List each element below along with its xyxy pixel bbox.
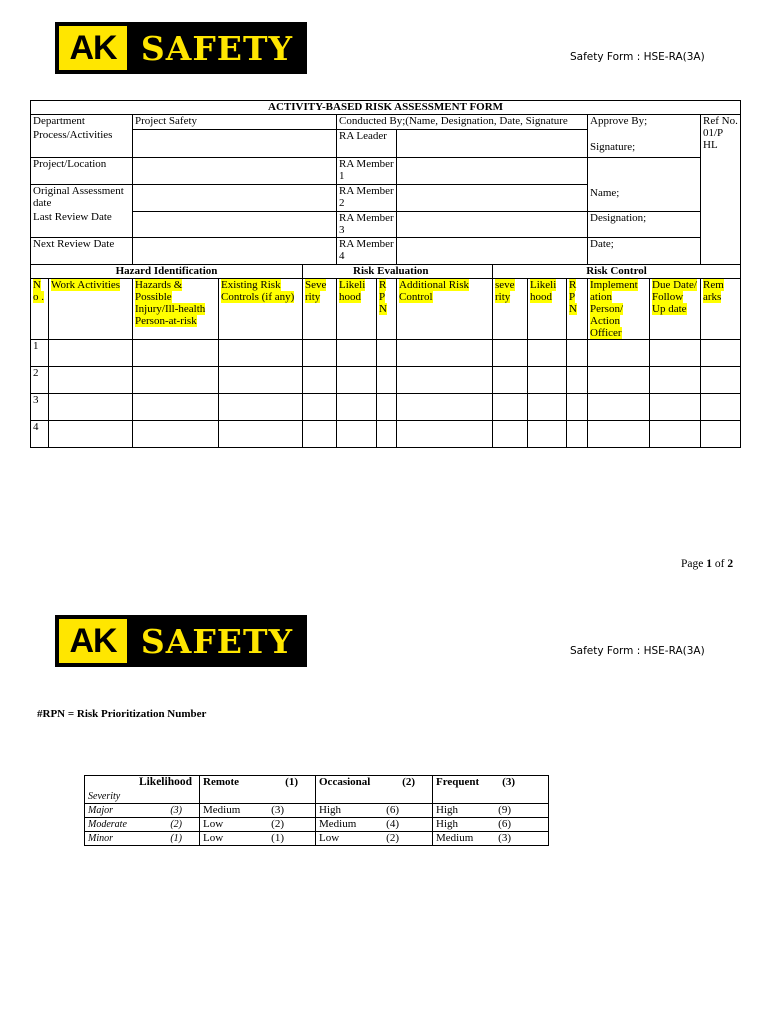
section-hazard-identification: Hazard Identification [31, 265, 303, 279]
table-cell[interactable] [377, 367, 397, 394]
ra-member-4-label: RA Member 4 [337, 238, 397, 265]
severity-minor [85, 832, 200, 846]
next-review-value[interactable] [133, 238, 337, 265]
risk-score: (1) [271, 832, 284, 844]
severity-moderate [85, 818, 200, 832]
risk-level: High [319, 804, 341, 816]
table-cell[interactable] [650, 421, 701, 448]
table-cell[interactable] [397, 367, 493, 394]
risk-score: (6) [498, 818, 511, 830]
risk-level: Low [319, 832, 340, 844]
table-cell[interactable] [567, 340, 588, 367]
likelihood-name: Remote [203, 776, 240, 788]
col-implement-cell [588, 279, 650, 340]
col-work-cell [49, 279, 133, 340]
page-number [681, 558, 733, 570]
original-date-value[interactable] [133, 185, 337, 212]
table-cell[interactable] [650, 340, 701, 367]
table-cell[interactable] [49, 340, 133, 367]
table-cell[interactable] [650, 367, 701, 394]
risk-matrix [84, 775, 549, 846]
form-code-page-2: Safety Form : HSE-RA(3A) [570, 645, 705, 657]
table-cell[interactable] [567, 367, 588, 394]
table-cell[interactable] [528, 421, 567, 448]
table-cell[interactable] [397, 340, 493, 367]
col-rpn: R P N [379, 279, 387, 315]
matrix-cell [316, 818, 433, 832]
table-cell[interactable] [650, 394, 701, 421]
table-cell[interactable] [303, 421, 337, 448]
table-cell[interactable] [133, 340, 219, 367]
col-existing-controls: Existing Risk Controls (if any) [221, 279, 295, 303]
risk-level: Medium [436, 832, 474, 844]
page-of: of [711, 558, 728, 570]
table-cell[interactable] [303, 367, 337, 394]
original-date-label: Original Assessment date [31, 185, 133, 212]
ra-leader-value[interactable] [397, 129, 588, 158]
table-cell[interactable] [397, 394, 493, 421]
table-cell[interactable] [493, 367, 528, 394]
date-label: Date; [588, 238, 701, 265]
table-cell[interactable] [701, 394, 741, 421]
col-likelihood-cell [337, 279, 377, 340]
logo-ak-mark: AK [59, 619, 127, 663]
logo-ak-mark: AK [59, 26, 127, 70]
matrix-cell [200, 832, 316, 846]
risk-level: High [436, 804, 458, 816]
col-due-cell [650, 279, 701, 340]
table-cell[interactable] [701, 340, 741, 367]
col-existing-cell [219, 279, 303, 340]
col-rpn-cell [377, 279, 397, 340]
project-location-value[interactable] [133, 158, 337, 185]
company-logo-page-2 [55, 615, 307, 667]
col-severity-2: seve rity [495, 279, 515, 303]
col-remarks-cell [701, 279, 741, 340]
ra-member-1-label: RA Member 1 [337, 158, 397, 185]
likelihood-name: Frequent [436, 776, 480, 788]
table-cell[interactable] [133, 367, 219, 394]
table-cell[interactable] [303, 394, 337, 421]
matrix-cell [433, 804, 549, 818]
severity-header: Severity [88, 791, 121, 802]
form-code: Safety Form : HSE-RA(3A) [570, 51, 705, 63]
risk-level: Low [203, 818, 224, 830]
department-label: Department [31, 115, 133, 130]
last-review-label: Last Review Date [31, 211, 133, 238]
section-risk-control: Risk Control [493, 265, 741, 279]
col-likelihood2-cell [528, 279, 567, 340]
page-current: 1 [706, 558, 712, 570]
col-severity2-cell [493, 279, 528, 340]
table-cell[interactable] [377, 394, 397, 421]
table-cell[interactable] [133, 394, 219, 421]
table-cell[interactable] [49, 421, 133, 448]
table-cell[interactable] [588, 421, 650, 448]
col-no-cell [31, 279, 49, 340]
severity-score: (1) [170, 833, 182, 844]
col-likelihood-2: Likeli hood [530, 279, 557, 303]
col-remarks: Rem arks [703, 279, 724, 303]
table-cell[interactable] [528, 394, 567, 421]
page-total: 2 [727, 558, 734, 570]
row-number: 4 [31, 421, 49, 448]
table-cell[interactable] [567, 421, 588, 448]
logo-safety-text: SAFETY [140, 28, 294, 68]
risk-level: High [436, 818, 458, 830]
next-review-label: Next Review Date [31, 238, 133, 265]
process-value[interactable] [133, 129, 337, 158]
col-likelihood: Likeli hood [339, 279, 366, 303]
col-due-date: Due Date/ Follow Up date [652, 279, 697, 315]
ra-member-3-value[interactable] [397, 211, 588, 238]
rpn-note: #RPN = Risk Prioritization Number [37, 708, 207, 720]
risk-score: (3) [271, 804, 284, 816]
table-cell[interactable] [219, 394, 303, 421]
ra-leader-label: RA Leader [337, 129, 397, 158]
approve-by-cell [588, 115, 701, 158]
severity-name: Moderate [88, 819, 127, 830]
likelihood-score: (3) [502, 776, 515, 788]
table-cell[interactable] [337, 367, 377, 394]
likelihood-occasional [316, 776, 433, 804]
table-cell[interactable] [219, 340, 303, 367]
ref-number: Ref No. 01/P HL [701, 115, 741, 265]
ra-member-3-label: RA Member 3 [337, 211, 397, 238]
table-cell[interactable] [701, 421, 741, 448]
likelihood-score: (1) [285, 776, 298, 788]
table-cell[interactable] [493, 340, 528, 367]
risk-level: Low [203, 832, 224, 844]
table-cell[interactable] [337, 340, 377, 367]
designation-label: Designation; [588, 211, 701, 238]
col-rpn-2: R P N [569, 279, 577, 315]
severity-name: Minor [88, 833, 113, 844]
table-cell[interactable] [303, 340, 337, 367]
table-cell[interactable] [219, 367, 303, 394]
col-severity: Seve rity [305, 279, 327, 303]
risk-score: (4) [386, 818, 399, 830]
table-cell[interactable] [133, 421, 219, 448]
table-cell[interactable] [219, 421, 303, 448]
matrix-cell [316, 804, 433, 818]
row-number: 1 [31, 340, 49, 367]
name-label: Name; [590, 187, 620, 199]
table-cell[interactable] [337, 421, 377, 448]
table-cell[interactable] [588, 394, 650, 421]
severity-score: (3) [170, 805, 182, 816]
table-cell[interactable] [528, 340, 567, 367]
table-cell[interactable] [493, 421, 528, 448]
table-cell[interactable] [377, 340, 397, 367]
risk-level: Medium [203, 804, 241, 816]
signature-label: Signature; [590, 141, 636, 153]
severity-major [85, 804, 200, 818]
row-number: 2 [31, 367, 49, 394]
risk-assessment-form [30, 100, 741, 448]
last-review-value[interactable] [133, 211, 337, 238]
company-logo [55, 22, 307, 74]
col-additional-control: Additional Risk Control [399, 279, 469, 303]
risk-score: (2) [386, 832, 399, 844]
name-cell [588, 158, 701, 212]
table-cell[interactable] [701, 367, 741, 394]
ra-member-4-value[interactable] [397, 238, 588, 265]
section-risk-evaluation: Risk Evaluation [303, 265, 493, 279]
ra-member-2-label: RA Member 2 [337, 185, 397, 212]
severity-name: Major [88, 805, 113, 816]
likelihood-score: (2) [402, 776, 415, 788]
risk-score: (3) [498, 832, 511, 844]
matrix-corner [85, 776, 200, 804]
ra-member-1-value[interactable] [397, 158, 588, 185]
matrix-cell [200, 804, 316, 818]
table-cell[interactable] [528, 367, 567, 394]
table-cell[interactable] [49, 394, 133, 421]
table-cell[interactable] [588, 367, 650, 394]
project-location-label: Project/Location [31, 158, 133, 185]
col-severity-cell [303, 279, 337, 340]
row-number: 3 [31, 394, 49, 421]
approve-by-label: Approve By; [590, 115, 648, 127]
col-rpn2-cell [567, 279, 588, 340]
col-work-activities: Work Activities [51, 279, 121, 291]
logo-safety-text: SAFETY [140, 621, 294, 661]
table-cell[interactable] [493, 394, 528, 421]
likelihood-remote [200, 776, 316, 804]
ra-member-2-value[interactable] [397, 185, 588, 212]
col-implementation: Implement ation Person/ Action Officer [590, 279, 638, 339]
col-no: N o . [33, 279, 44, 303]
matrix-cell [200, 818, 316, 832]
conducted-by-label: Conducted By;(Name, Designation, Date, Signature [337, 115, 588, 130]
likelihood-frequent [433, 776, 549, 804]
table-cell[interactable] [588, 340, 650, 367]
table-cell[interactable] [397, 421, 493, 448]
risk-score: (6) [386, 804, 399, 816]
matrix-cell [433, 818, 549, 832]
severity-score: (2) [170, 819, 182, 830]
likelihood-header: Likelihood [138, 776, 192, 788]
col-additional-cell [397, 279, 493, 340]
risk-score: (9) [498, 804, 511, 816]
matrix-cell [433, 832, 549, 846]
process-label: Process/Activities [31, 129, 133, 158]
col-hazards-cell [133, 279, 219, 340]
page-prefix: Page [681, 558, 707, 570]
table-cell[interactable] [377, 421, 397, 448]
risk-level: Medium [319, 818, 357, 830]
department-value: Project Safety [133, 115, 337, 130]
likelihood-name: Occasional [319, 776, 371, 788]
table-cell[interactable] [567, 394, 588, 421]
table-cell[interactable] [49, 367, 133, 394]
col-hazards: Hazards & Possible Injury/Ill-health Person-at-risk [135, 279, 206, 327]
matrix-cell [316, 832, 433, 846]
form-title: ACTIVITY-BASED RISK ASSESSMENT FORM [31, 101, 741, 115]
table-cell[interactable] [337, 394, 377, 421]
risk-score: (2) [271, 818, 284, 830]
